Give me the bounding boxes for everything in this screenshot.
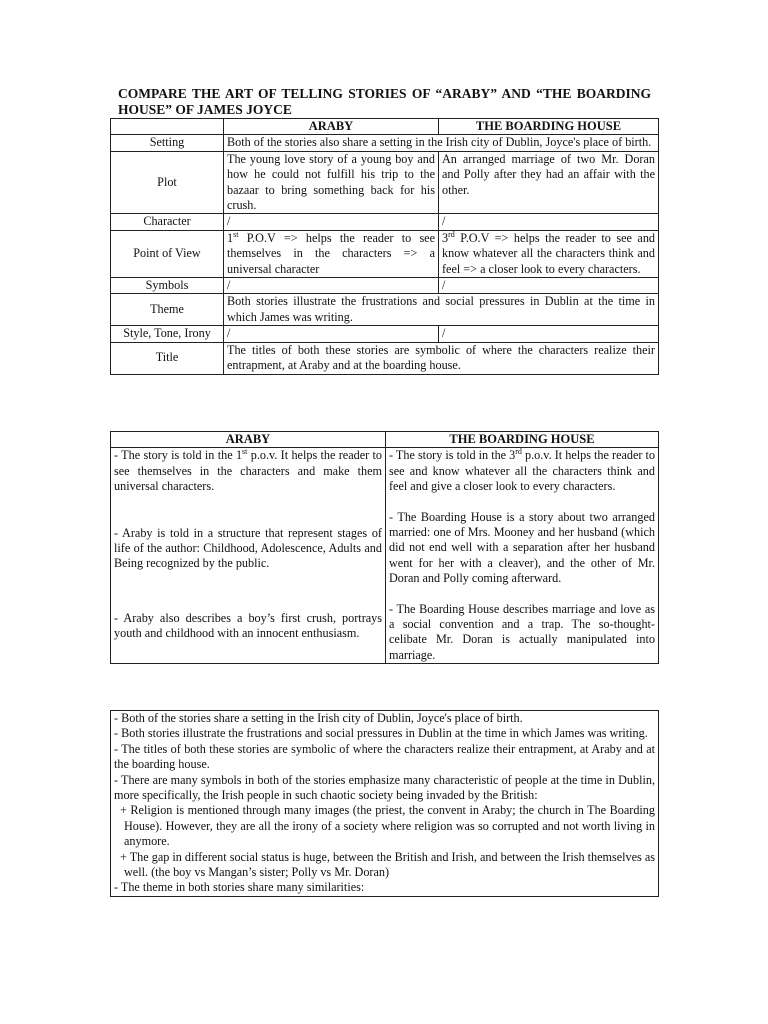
detail-header-araby: ARABY: [111, 432, 386, 448]
row-label-symbols: Symbols: [111, 278, 224, 294]
theme-text: Both stories illustrate the frustrations and social pressures in Dublin at the time in which James was writing.: [224, 294, 659, 326]
spacer: [389, 495, 655, 510]
table-row-title: [111, 342, 659, 374]
boarding-p1-start: - The story is told in the 3: [389, 448, 516, 463]
table-header-row: [111, 119, 659, 135]
boarding-p1-ordinal: rd: [515, 447, 522, 457]
row-label-character: Character: [111, 214, 224, 230]
detail-araby-cell: [111, 448, 386, 664]
summary-box: [110, 710, 659, 897]
summary-cell: [111, 711, 659, 897]
table-row-setting: [111, 135, 659, 151]
detail-header-row: [111, 432, 659, 448]
summary-line: - The titles of both these stories are symbolic of where the characters realize their entrapment, at Araby and at the boarding house.: [114, 741, 655, 772]
araby-p1-end: p.o.v. It helps the reader to see themselves in the characters and make them universal characters.: [114, 448, 382, 494]
table-row-point-of-view: [111, 230, 659, 277]
page-title: COMPARE THE ART OF TELLING STORIES OF “ARABY” AND “THE BOARDING HOUSE” OF JAMES JOYCE: [118, 86, 651, 117]
detail-content-row: [111, 448, 659, 664]
symbols-boarding-house: /: [439, 278, 659, 294]
title-text: The titles of both these stories are symbolic of where the characters realize their entrapment, at Araby and at the boarding house.: [224, 342, 659, 374]
header-blank: [111, 119, 224, 135]
table-row-symbols: [111, 278, 659, 294]
row-label-point-of-view: Point of View: [111, 230, 224, 277]
pov-araby-number: 1: [227, 230, 234, 245]
pov-boarding-ordinal: rd: [448, 229, 455, 239]
pov-boarding-text: P.O.V => helps the reader to see and know whatever all the characters think and feel => a closer look to every characters.: [442, 230, 656, 276]
row-label-title: Title: [111, 342, 224, 374]
detail-header-boarding-house: THE BOARDING HOUSE: [386, 432, 659, 448]
summary-line: - There are many symbols in both of the stories emphasize many characteristic of people at the time in Dublin, more specifically, the Irish people in such chaotic society being invaded by the British:: [114, 772, 655, 803]
boarding-paragraph-3: - The Boarding House describes marriage and love as a social convention and a trap. The so-thought-celibate Mr. Doran is actually manipulated into marriage.: [389, 601, 655, 662]
boarding-paragraph-2: - The Boarding House is a story about two arranged married: one of Mrs. Mooney and her husband (which did not end well with a separation after her husband went for her with a cleaver), and the other of Mr. Doran and Polly coming afterward.: [389, 509, 655, 586]
pov-araby-text: P.O.V => helps the reader to see themselves in the characters => a universal character: [227, 230, 436, 276]
summary-subpoint: + The gap in different social status is huge, between the British and Irish, and between the Irish themselves as well. (the boy vs Mangan’s sister; Polly vs Mr. Doran): [120, 849, 655, 880]
character-boarding-house: /: [439, 214, 659, 230]
boarding-paragraph-1: [389, 448, 655, 494]
pov-araby-ordinal: st: [233, 229, 239, 239]
setting-text: Both of the stories also share a setting in the Irish city of Dublin, Joyce's place of birth.: [224, 135, 659, 151]
summary-line: - The theme in both stories share many similarities:: [114, 880, 365, 895]
spacer: [114, 572, 382, 611]
character-araby: /: [224, 214, 439, 230]
pov-boarding-number: 3: [442, 230, 449, 245]
araby-paragraph-2: - Araby is told in a structure that represent stages of life of the author: Childhood, Adolescence, Adults and Being recognized by the public.: [114, 525, 382, 571]
araby-p1-ordinal: st: [242, 447, 248, 457]
table-row-theme: [111, 294, 659, 326]
boarding-p1-end: p.o.v. It helps the reader to see and know whatever all the characters think and feel and give a closer look to every characters.: [389, 448, 656, 494]
row-label-setting: Setting: [111, 135, 224, 151]
araby-paragraph-3: - Araby also describes a boy’s first crush, portrays youth and childhood with an innocent enthusiasm.: [114, 610, 382, 641]
row-label-theme: Theme: [111, 294, 224, 326]
summary-row: [111, 711, 659, 897]
header-araby: ARABY: [224, 119, 439, 135]
table-row-character: [111, 214, 659, 230]
summary-line: - Both stories illustrate the frustrations and social pressures in Dublin at the time in which James was writing.: [114, 726, 648, 741]
detail-boarding-house-cell: [386, 448, 659, 664]
araby-paragraph-1: [114, 448, 382, 494]
table-row-style: [111, 326, 659, 342]
spacer: [114, 495, 382, 526]
summary-line: - Both of the stories share a setting in the Irish city of Dublin, Joyce's place of birth.: [114, 711, 523, 725]
pov-boarding-house: [439, 230, 659, 277]
row-label-style: Style, Tone, Irony: [111, 326, 224, 342]
table-row-plot: [111, 151, 659, 214]
detail-table: [110, 431, 659, 664]
style-araby: /: [224, 326, 439, 342]
header-boarding-house: THE BOARDING HOUSE: [439, 119, 659, 135]
pov-araby: [224, 230, 439, 277]
style-boarding-house: /: [439, 326, 659, 342]
row-label-plot: Plot: [111, 151, 224, 214]
spacer: [389, 587, 655, 602]
comparison-table: [110, 118, 659, 375]
araby-p1-start: - The story is told in the 1: [114, 448, 243, 463]
plot-araby: The young love story of a young boy and how he could not fulfill his trip to the bazaar to bring something back for his crush.: [224, 151, 439, 214]
symbols-araby: /: [224, 278, 439, 294]
plot-boarding-house: An arranged marriage of two Mr. Doran and Polly after they had an affair with the other.: [439, 151, 659, 214]
summary-subpoint: + Religion is mentioned through many images (the priest, the convent in Araby; the church in The Boarding House). However, they are all the irony of a society where religion was so corrupted and not worth living in anymore.: [120, 803, 655, 849]
